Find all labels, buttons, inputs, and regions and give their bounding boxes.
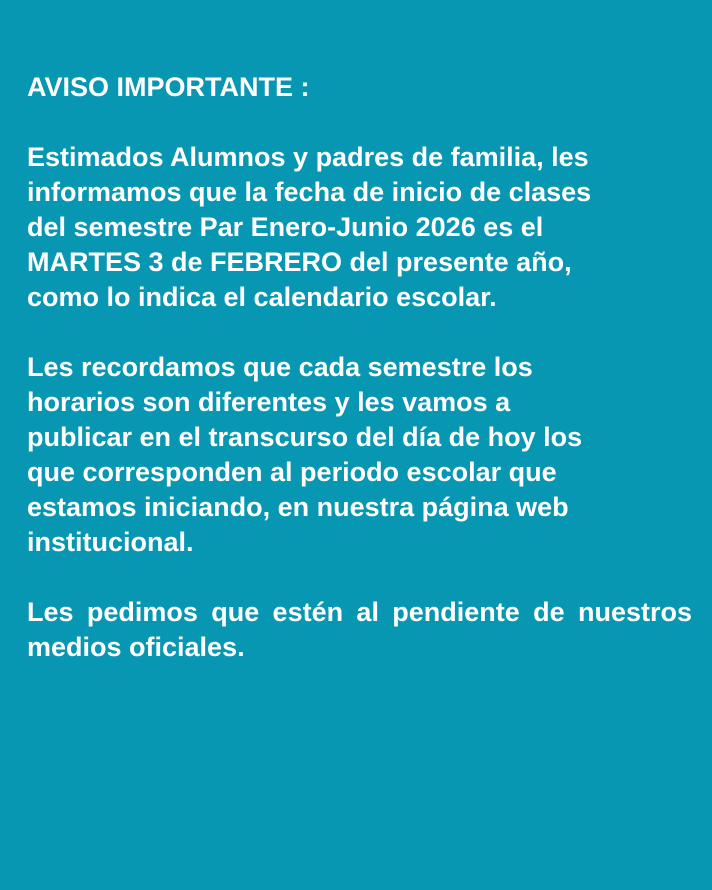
notice-heading: AVISO IMPORTANTE :	[27, 72, 310, 102]
notice-paragraph-start-date: Estimados Alumnos y padres de familia, les informamos que la fecha de inicio de clases del semestre Par Enero-Junio 2026 es el MARTES 3 de FEBRERO del presente año, como lo indica el calendario escolar.	[27, 142, 592, 312]
notice-closing: Les pedimos que estén al pendiente de nuestros medios oficiales.	[27, 597, 692, 662]
notice-paragraph-schedules: Les recordamos que cada semestre los horarios son diferentes y les vamos a publicar en el transcurso del día de hoy los que corresponden al periodo escolar que estamos iniciando, en nuestra página web institucional.	[27, 352, 583, 557]
